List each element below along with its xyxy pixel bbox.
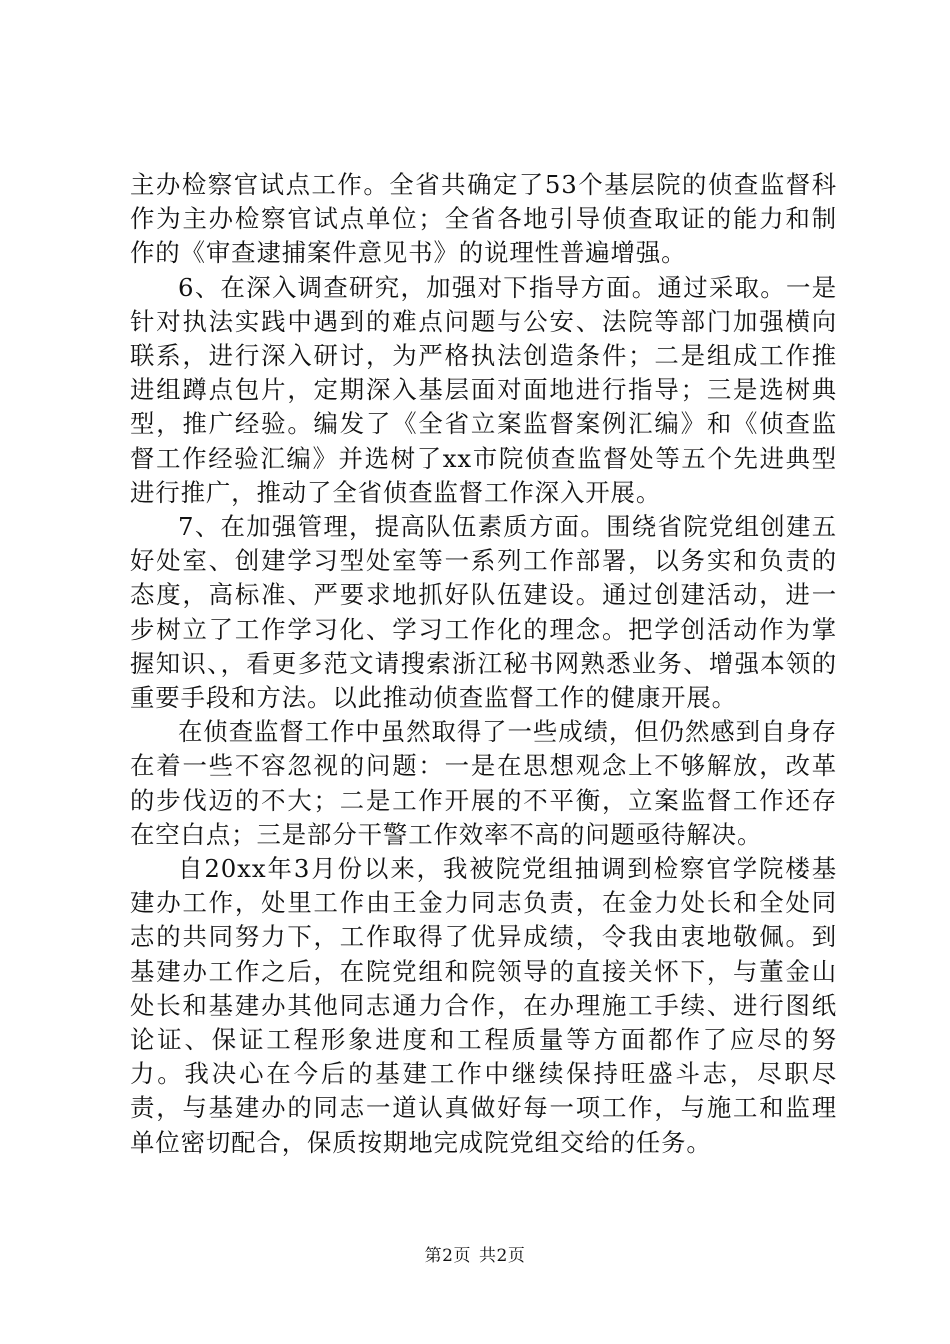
paragraph-problems: 在侦查监督工作中虽然取得了一些成绩，但仍然感到自身存在着一些不容忽视的问题：一是在思想观念上不够解放，改革的步伐迈的不大；二是工作开展的不平衡，立案监督工作还存在空白点；三是部分干警工作效率不高的问题亟待解决。: [130, 717, 837, 849]
paragraph-item-6: 6、在深入调查研究，加强对下指导方面。通过采取。一是针对执法实践中遇到的难点问题与公安、法院等部门加强横向联系，进行深入研讨，为严格执法创造条件；二是组成工作推进组蹲点包片，定期深入基层面对面地进行指导；三是选树典型，推广经验。编发了《全省立案监督案例汇编》和《侦查监督工作经验汇编》并选树了xx市院侦查监督处等五个先进典型进行推广，推动了全省侦查监督工作深入开展。: [130, 272, 837, 507]
page-number: 第2页: [424, 1246, 471, 1266]
paragraph-continuation: 主办检察官试点工作。全省共确定了53个基层院的侦查监督科作为主办检察官试点单位；全省各地引导侦查取证的能力和制作的《审查逮捕案件意见书》的说理性普遍增强。: [130, 170, 837, 268]
paragraph-item-7: 7、在加强管理，提高队伍素质方面。围绕省院党组创建五好处室、创建学习型处室等一系列工作部署，以务实和负责的态度，高标准、严要求地抓好队伍建设。通过创建活动，进一步树立了工作学习化、学习工作化的理念。把学创活动作为掌握知识、，看更多范文请搜索浙江秘书网熟悉业务、增强本领的重要手段和方法。以此推动侦查监督工作的健康开展。: [130, 512, 837, 713]
paragraph-personal-work: 自20xx年3月份以来，我被院党组抽调到检察官学院楼基建办工作，处里工作由王金力同志负责，在金力处长和全处同志的共同努力下，工作取得了优异成绩，令我由衷地敬佩。到基建办工作之后，在院党组和院领导的直接关怀下，与董金山处长和基建办其他同志通力合作，在办理施工手续、进行图纸论证、保证工程形象进度和工程质量等方面都作了应尽的努力。我决心在今后的基建工作中继续保持旺盛斗志，尽职尽责，与基建办的同志一道认真做好每一项工作，与施工和监理单位密切配合，保质按期地完成院党组交给的任务。: [130, 854, 837, 1157]
page-footer: [0, 1244, 950, 1268]
document-body: [130, 168, 837, 1160]
page-total: 共2页: [479, 1246, 526, 1266]
